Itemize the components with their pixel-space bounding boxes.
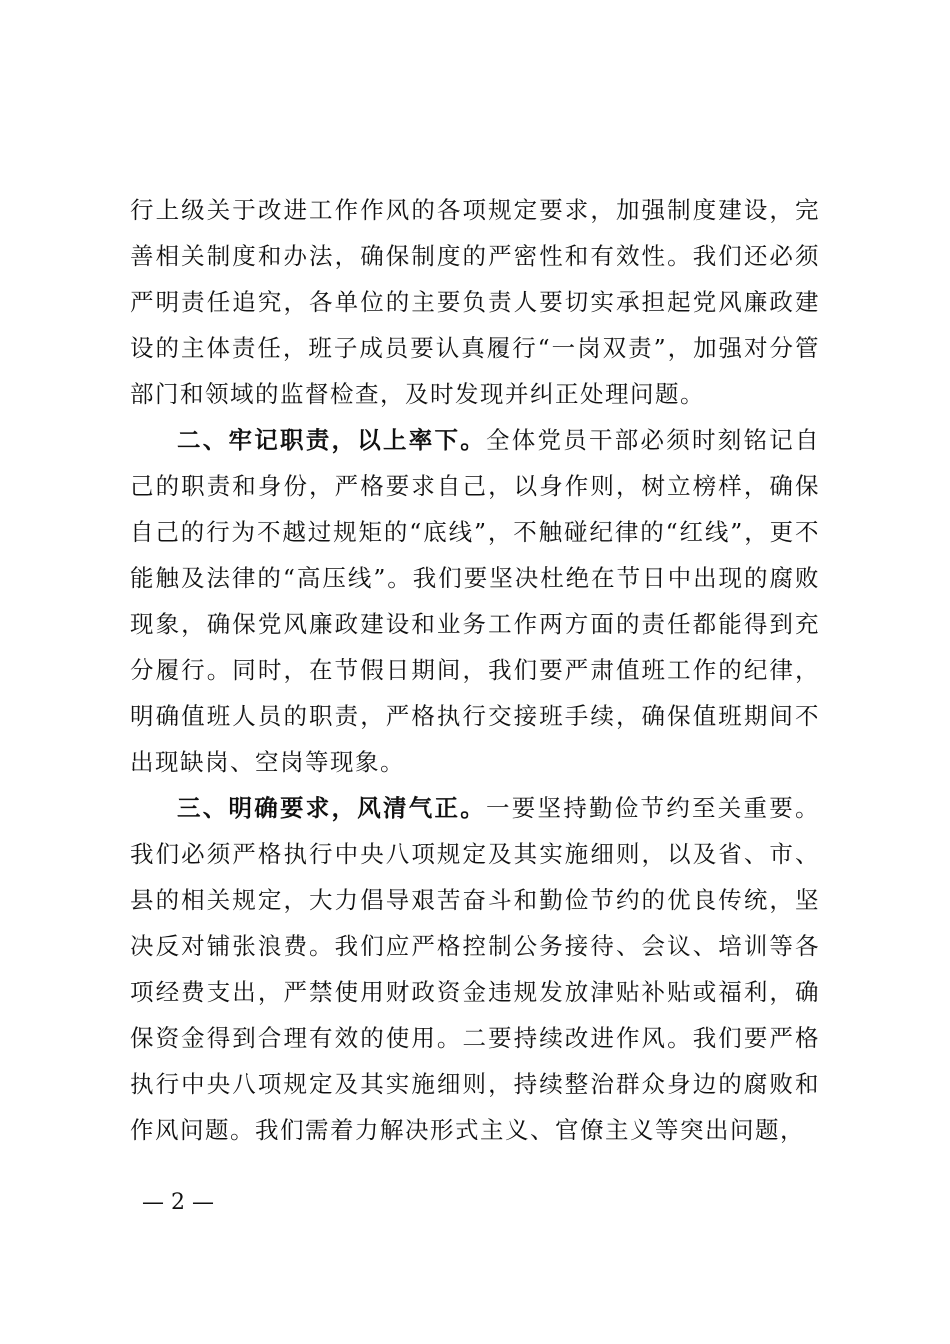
paragraph-section-three (130, 785, 820, 1153)
paragraph-text: 一要坚持勤俭节约至关重要。我们必须严格执行中央八项规定及其实施细则，以及省、市、县的相关规定，大力倡导艰苦奋斗和勤俭节约的优良传统，坚决反对铺张浪费。我们应严格控制公务接待、会议、培训等各项经费支出，严禁使用财政资金违规发放津贴补贴或福利，确保资金得到合理有效的使用。二要持续改进作风。我们要严格执行中央八项规定及其实施细则，持续整治群众身边的腐败和作风问题。我们需着力解决形式主义、官僚主义等突出问题， (130, 794, 820, 1144)
section-heading: 三、明确要求，风清气正。 (177, 794, 486, 822)
paragraph-continuation (130, 187, 820, 417)
section-heading: 二、牢记职责，以上率下。 (177, 426, 486, 454)
document-body (130, 187, 820, 1153)
paragraph-section-two (130, 417, 820, 785)
paragraph-text: 全体党员干部必须时刻铭记自己的职责和身份，严格要求自己，以身作则，树立榜样，确保自己的行为不越过规矩的“底线”，不触碰纪律的“红线”，更不能触及法律的“高压线”。我们要坚决杜绝在节日中出现的腐败现象，确保党风廉政建设和业务工作两方面的责任都能得到充分履行。同时，在节假日期间，我们要严肃值班工作的纪律，明确值班人员的职责，严格执行交接班手续，确保值班期间不出现缺岗、空岗等现象。 (130, 426, 820, 776)
paragraph-text: 行上级关于改进工作作风的各项规定要求，加强制度建设，完善相关制度和办法，确保制度的严密性和有效性。我们还必须严明责任追究，各单位的主要负责人要切实承担起党风廉政建设的主体责任，班子成员要认真履行“一岗双责”，加强对分管部门和领域的监督检查，及时发现并纠正处理问题。 (130, 196, 820, 408)
page-number: — 2 — (142, 1190, 214, 1215)
